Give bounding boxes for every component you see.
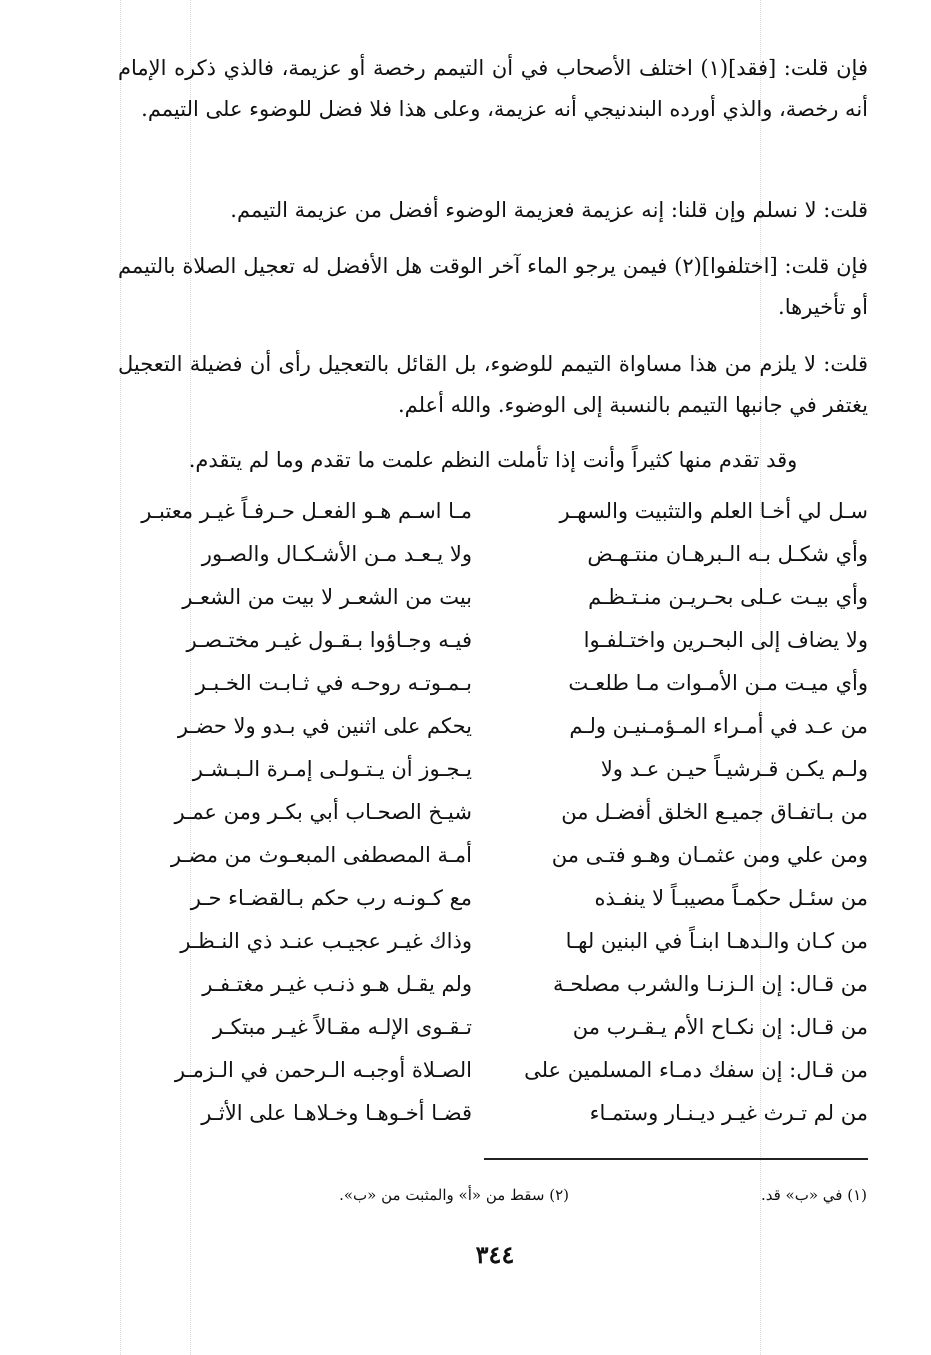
verse-right-11: من كـان والـدهـا ابنـاً في البنين لهـا xyxy=(565,929,868,953)
paragraph-question-tayammum: فإن قلت: [فقد](١) اختلف الأصحاب في أن التيمم رخصة أو عزيمة، فالذي ذكره الإمام أنه رخصة، والذي أورده البندنيجي أنه عزيمة، وعلى هذا فلا فضل للوضوء على التيمم. xyxy=(118,56,868,121)
verse-right-5: وأي ميـت مـن الأمـوات مـا طلعـت xyxy=(568,671,868,695)
paragraph-answer-tajil: قلت: لا يلزم من هذا مساواة التيمم للوضوء، بل القائل بالتعجيل رأى أن فضيلة التعجيل يغتفر في جانبها التيمم بالنسبة إلى الوضوء. والله أعلم. xyxy=(118,352,868,417)
verse-right-13: من قـال: إن نكـاح الأم يـقـرب من xyxy=(572,1015,868,1039)
verse-left-14: الصـلاة أوجبـه الـرحمن في الـزمـر xyxy=(174,1058,472,1082)
verse-right-4: ولا يضاف إلى البحـرين واختـلفـوا xyxy=(583,628,868,652)
verse-right-15: من لم تـرث غيـر ديـنـار وستمـاء xyxy=(589,1101,868,1125)
verse-left-1: مـا اسـم هـو الفعـل حـرفـاً غيـر معتبـر xyxy=(141,499,472,523)
verse-right-10: من سئـل حكمـاً مصيبـاً لا ينفـذه xyxy=(594,886,868,910)
paragraph-intro-poem: وقد تقدم منها كثيراً وأنت إذا تأملت النظم علمت ما تقدم وما لم يتقدم. xyxy=(188,448,798,472)
verse-left-9: أمـة المصطفى المبعـوث من مضـر xyxy=(170,843,472,867)
footnote-2: (٢) سقط من «أ» والمثبت من «ب». xyxy=(339,1186,569,1204)
verse-right-9: ومن علي ومن عثمـان وهـو فتـى من xyxy=(551,843,868,867)
verse-left-8: شيـخ الصحـاب أبي بكـر ومن عمـر xyxy=(174,800,472,824)
verse-left-4: فيـه وجـاؤوا بـقـول غيـر مختـصـر xyxy=(186,628,472,652)
verse-right-1: سـل لي أخـا العلم والتثبيت والسهـر xyxy=(559,499,868,523)
verse-right-7: ولـم يكـن قـرشيـاً حيـن عـد ولا xyxy=(600,757,868,781)
footnote-separator xyxy=(484,1158,868,1160)
page-number: ٣٤٤ xyxy=(475,1240,515,1269)
verse-left-2: ولا يـعـد مـن الأشـكـال والصـور xyxy=(201,542,472,566)
verse-left-3: بيت من الشعـر لا بيت من الشعـر xyxy=(182,585,472,609)
verse-right-2: وأي شكـل بـه الـبرهـان منتـهـض xyxy=(587,542,868,566)
verse-left-11: وذاك غيـر عجيـب عنـد ذي النـظـر xyxy=(180,929,472,953)
verse-left-5: بـمـوتـه روحـه في ثـابـت الخـبـر xyxy=(195,671,472,695)
footnote-1: (١) في «ب» قد. xyxy=(760,1186,867,1204)
verse-left-6: يحكم على اثنين في بـدو ولا حضـر xyxy=(177,714,472,738)
verse-right-12: من قـال: إن الـزنـا والشرب مصلحـة xyxy=(553,972,868,996)
verse-right-14: من قـال: إن سفك دمـاء المسلمين على xyxy=(524,1058,868,1082)
verse-right-3: وأي بيـت عـلى بحـريـن منـتـظـم xyxy=(588,585,868,609)
verse-left-7: يـجـوز أن يـتـولـى إمـرة الـبـشـر xyxy=(192,757,472,781)
verse-right-8: من بـاتفـاق جميـع الخلق أفضـل من xyxy=(561,800,868,824)
verse-left-13: تـقـوى الإلـه مقـالاً غيـر مبتكـر xyxy=(212,1015,472,1039)
paragraph-question-water: فإن قلت: [اختلفوا](٢) فيمن يرجو الماء آخر الوقت هل الأفضل له تعجيل الصلاة بالتيمم أو تأخيرها. xyxy=(118,254,868,319)
verse-left-12: ولم يقـل هـو ذنـب غيـر مغتـفـر xyxy=(202,972,472,996)
paragraph-answer-azima: قلت: لا نسلم وإن قلنا: إنه عزيمة فعزيمة الوضوء أفضل من عزيمة التيمم. xyxy=(230,198,868,222)
verse-left-15: قضـا أخـوهـا وخـلاهـا على الأثـر xyxy=(201,1101,472,1125)
verse-right-6: من عـد في أمـراء المـؤمـنيـن ولـم xyxy=(569,714,868,738)
verse-left-10: مع كـونـه رب حكم بـالقضـاء حـر xyxy=(190,886,472,910)
